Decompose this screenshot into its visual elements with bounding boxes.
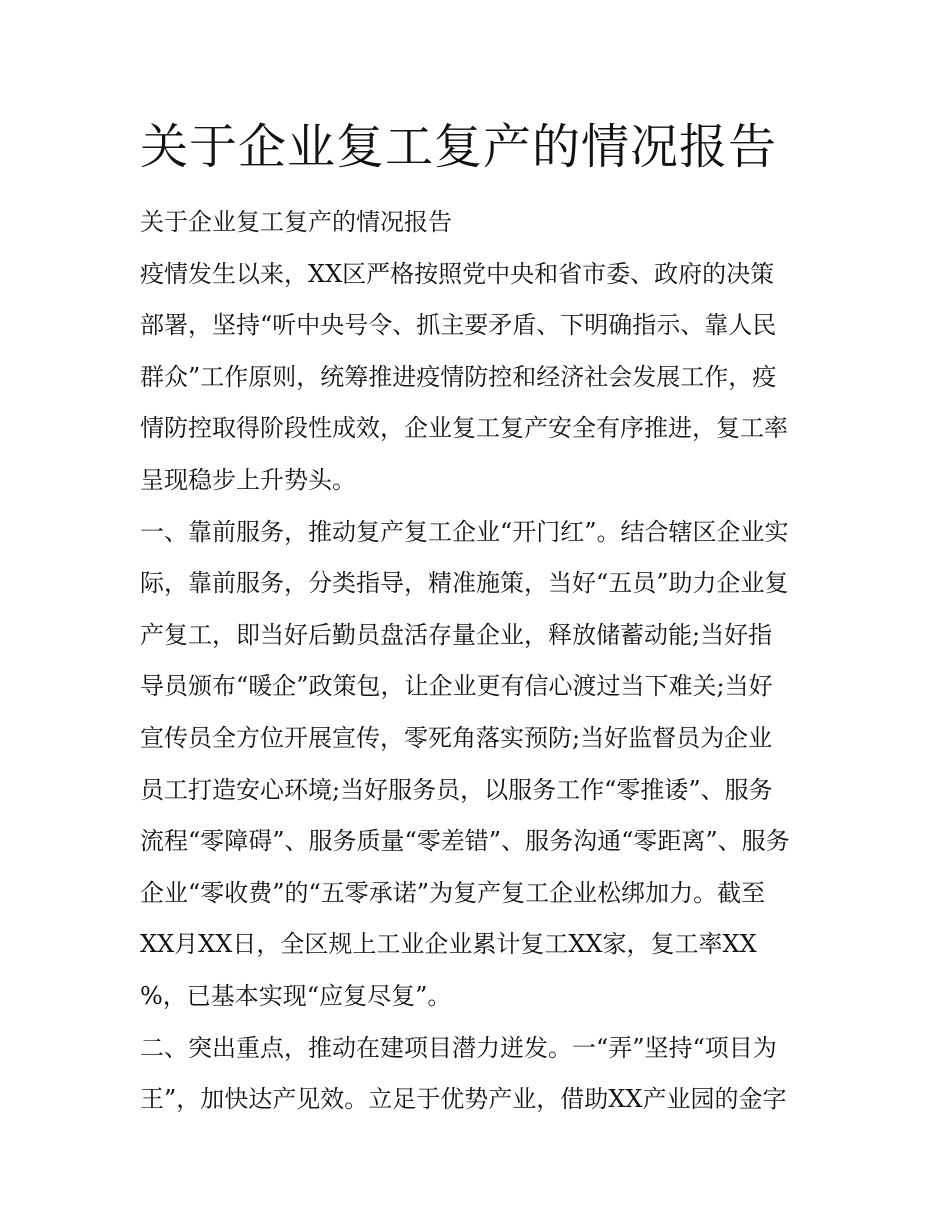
section-one-line: 流程“零障碍”、服务质量“零差错”、服务沟通“零距离”、服务 bbox=[140, 827, 790, 856]
paragraph-line: 疫情发生以来，XX区严格按照党中央和省市委、政府的决策 bbox=[140, 259, 775, 288]
section-two-line: 二、突出重点，推动在建项目潜力迸发。一“弄”坚持“项目为 bbox=[140, 1033, 777, 1062]
document-body bbox=[140, 197, 820, 1126]
paragraph-line: 情防控取得阶段性成效，企业复工复产安全有序推进，复工率 bbox=[140, 414, 788, 443]
section-one-line: 产复工，即当好后勤员盘活存量企业，释放储蓄动能;当好指 bbox=[140, 620, 773, 649]
paragraph-line: 呈现稳步上升势头。 bbox=[140, 465, 356, 494]
section-one-line: 一、靠前服务，推动复产复工企业“开门红”。结合辖区企业实 bbox=[140, 517, 789, 546]
section-two-line: 王”，加快达产见效。立足于优势产业，借助XX产业园的金字 bbox=[140, 1085, 787, 1114]
section-one-line: 企业“零收费”的“五零承诺”为复产复工企业松绑加力。截至 bbox=[140, 878, 766, 907]
document-title: 关于企业复工复产的情况报告 bbox=[140, 119, 778, 175]
subtitle-line: 关于企业复工复产的情况报告 bbox=[140, 208, 452, 236]
section-one-line: 导员颁布“暖企”政策包，让企业更有信心渡过当下难关;当好 bbox=[140, 672, 773, 701]
section-one-line: 际，靠前服务，分类指导，精准施策，当好“五员”助力企业复 bbox=[140, 569, 789, 598]
section-one-line: %，已基本实现“应复尽复”。 bbox=[140, 981, 452, 1010]
section-one-line: XX月XX日，全区规上工业企业累计复工XX家，复工率XX bbox=[140, 930, 757, 959]
paragraph-line: 部署，坚持“听中央号令、抓主要矛盾、下明确指示、靠人民 bbox=[140, 311, 777, 340]
paragraph-line: 群众”工作原则，统筹推进疫情防控和经济社会发展工作，疫 bbox=[140, 362, 777, 391]
section-one-line: 员工打造安心环境;当好服务员，以服务工作“零推诿”、服务 bbox=[140, 775, 773, 804]
section-one-line: 宣传员全方位开展宣传，零死角落实预防;当好监督员为企业 bbox=[140, 723, 773, 752]
